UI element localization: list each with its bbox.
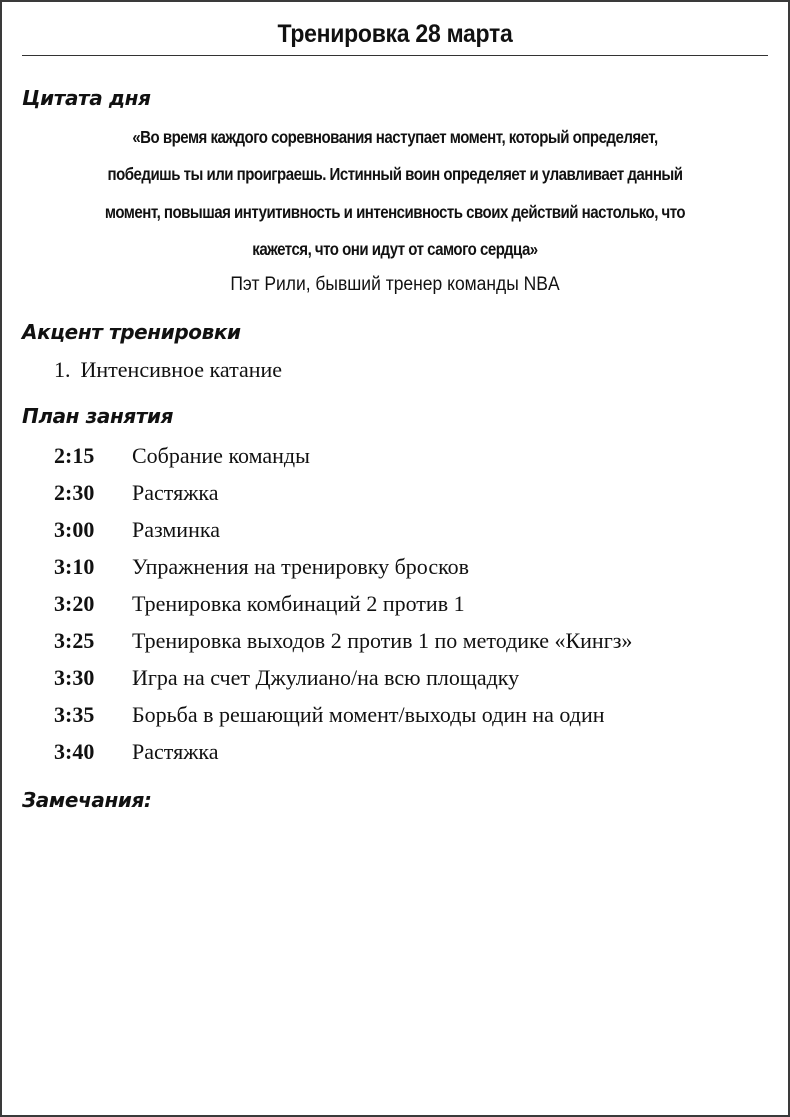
- quote-heading: Цитата дня: [22, 86, 151, 110]
- plan-activity: Тренировка комбинаций 2 против 1: [132, 591, 465, 616]
- plan-time: 3:40: [54, 739, 95, 764]
- quote-line-4: кажется, что они идут от самого сердца»: [252, 239, 538, 259]
- title-divider: [22, 55, 768, 56]
- plan-row: [54, 591, 465, 617]
- plan-row: [54, 739, 219, 765]
- plan-row: [54, 628, 632, 654]
- plan-row: [54, 665, 519, 691]
- plan-activity: Растяжка: [132, 480, 219, 505]
- plan-time: 3:20: [54, 591, 95, 616]
- plan-time: 3:10: [54, 554, 95, 579]
- quote-line-1: «Во время каждого соревнования наступает момент, который определяет,: [132, 127, 658, 147]
- plan-heading: План занятия: [22, 404, 174, 428]
- plan-time: 3:25: [54, 628, 95, 653]
- focus-item: [54, 357, 282, 383]
- quote-author: Пэт Рили, бывший тренер команды NBA: [230, 274, 560, 295]
- focus-heading: Акцент тренировки: [22, 320, 241, 344]
- plan-activity: Упражнения на тренировку бросков: [132, 554, 470, 579]
- plan-time: 3:00: [54, 517, 95, 542]
- plan-time: 3:30: [54, 665, 95, 690]
- focus-item-text: Интенсивное катание: [80, 357, 283, 382]
- plan-activity: Борьба в решающий момент/выходы один на один: [132, 702, 605, 727]
- plan-activity: Тренировка выходов 2 против 1 по методике «Кингз»: [132, 628, 633, 653]
- focus-item-number: 1.: [54, 357, 71, 382]
- plan-row: [54, 517, 220, 543]
- notes-heading: Замечания:: [22, 788, 152, 812]
- plan-activity: Игра на счет Джулиано/на всю площадку: [132, 665, 520, 690]
- plan-row: [54, 702, 605, 728]
- plan-row: [54, 443, 310, 469]
- plan-activity: Растяжка: [132, 739, 219, 764]
- plan-row: [54, 554, 469, 580]
- plan-time: 2:15: [54, 443, 95, 468]
- plan-activity: Разминка: [132, 517, 220, 542]
- quote-line-3: момент, повышая интуитивность и интенсивность своих действий настолько, что: [104, 202, 686, 222]
- page-title: Тренировка 28 марта: [277, 20, 513, 48]
- quote-line-2: победишь ты или проиграешь. Истинный воин определяет и улавливает данный: [107, 164, 683, 184]
- plan-row: [54, 480, 219, 506]
- plan-time: 2:30: [54, 480, 95, 505]
- plan-time: 3:35: [54, 702, 95, 727]
- plan-activity: Собрание команды: [132, 443, 310, 468]
